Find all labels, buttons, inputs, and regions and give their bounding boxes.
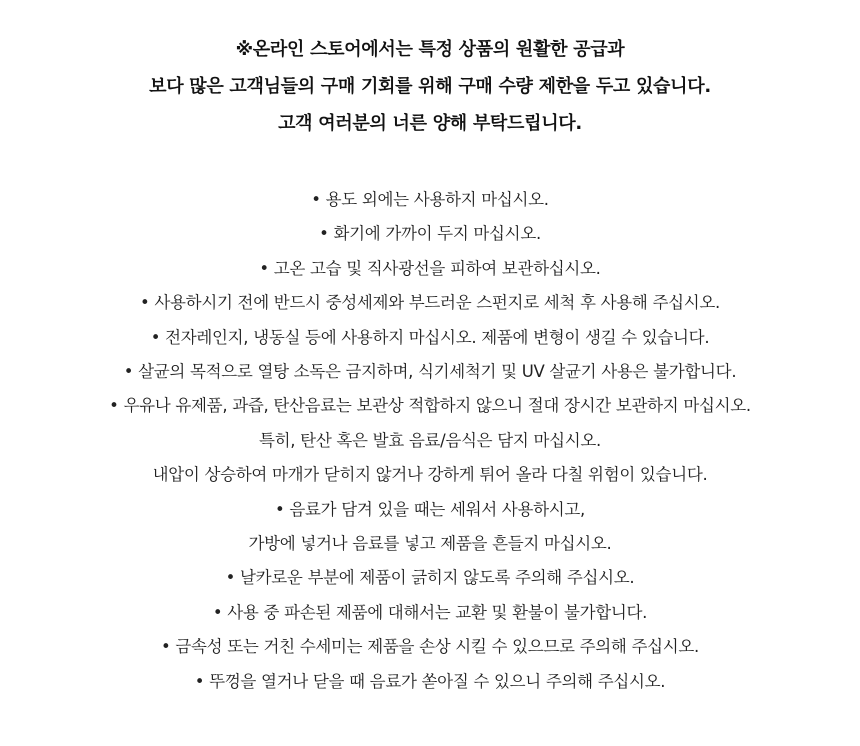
caution-list: [0, 183, 860, 699]
caution-item: • 날카로운 부분에 제품이 긁히지 않도록 주의해 주십시오.: [225, 568, 635, 588]
caution-item: • 사용하시기 전에 반드시 중성세제와 부드러운 스펀지로 세척 후 사용해 주십시오.: [140, 293, 720, 313]
caution-item: • 금속성 또는 거친 수세미는 제품을 손상 시킬 수 있으므로 주의해 주십시오.: [161, 637, 699, 657]
notice-line: 보다 많은 고객님들의 구매 기회를 위해 구매 수량 제한을 두고 있습니다.: [149, 76, 711, 97]
caution-item: • 우유나 유제품, 과즙, 탄산음료는 보관상 적합하지 않으니 절대 장시간 보관하지 마십시오.: [109, 396, 751, 416]
caution-item: • 살균의 목적으로 열탕 소독은 금지하며, 식기세척기 및 UV 살균기 사용은 불가합니다.: [123, 362, 737, 382]
caution-item: • 용도 외에는 사용하지 마십시오.: [311, 190, 549, 209]
caution-item: • 고온 고습 및 직사광선을 피하여 보관하십시오.: [259, 258, 601, 278]
caution-item: • 뚜껑을 열거나 닫을 때 음료가 쏟아질 수 있으니 주의해 주십시오.: [194, 671, 666, 691]
caution-item: 특히, 탄산 혹은 발효 음료/음식은 담지 마십시오.: [259, 430, 601, 450]
caution-item: • 사용 중 파손된 제품에 대해서는 교환 및 환불이 불가합니다.: [212, 602, 648, 622]
caution-item: 가방에 넣거나 음료를 넣고 제품을 흔들지 마십시오.: [248, 534, 612, 554]
caution-item: • 음료가 담겨 있을 때는 세워서 사용하시고,: [275, 499, 585, 519]
caution-item: • 전자레인지, 냉동실 등에 사용하지 마십시오. 제품에 변형이 생길 수 있습니다.: [150, 327, 710, 347]
caution-item: 내압이 상승하여 마개가 닫히지 않거나 강하게 튀어 올라 다칠 위험이 있습니다.: [152, 465, 708, 485]
purchase-limit-notice: [0, 31, 860, 142]
notice-line: ※온라인 스토어에서는 특정 상품의 원활한 공급과: [235, 39, 625, 60]
caution-item: • 화기에 가까이 두지 마십시오.: [319, 224, 541, 244]
notice-line: 고객 여러분의 너른 양해 부탁드립니다.: [278, 113, 582, 134]
